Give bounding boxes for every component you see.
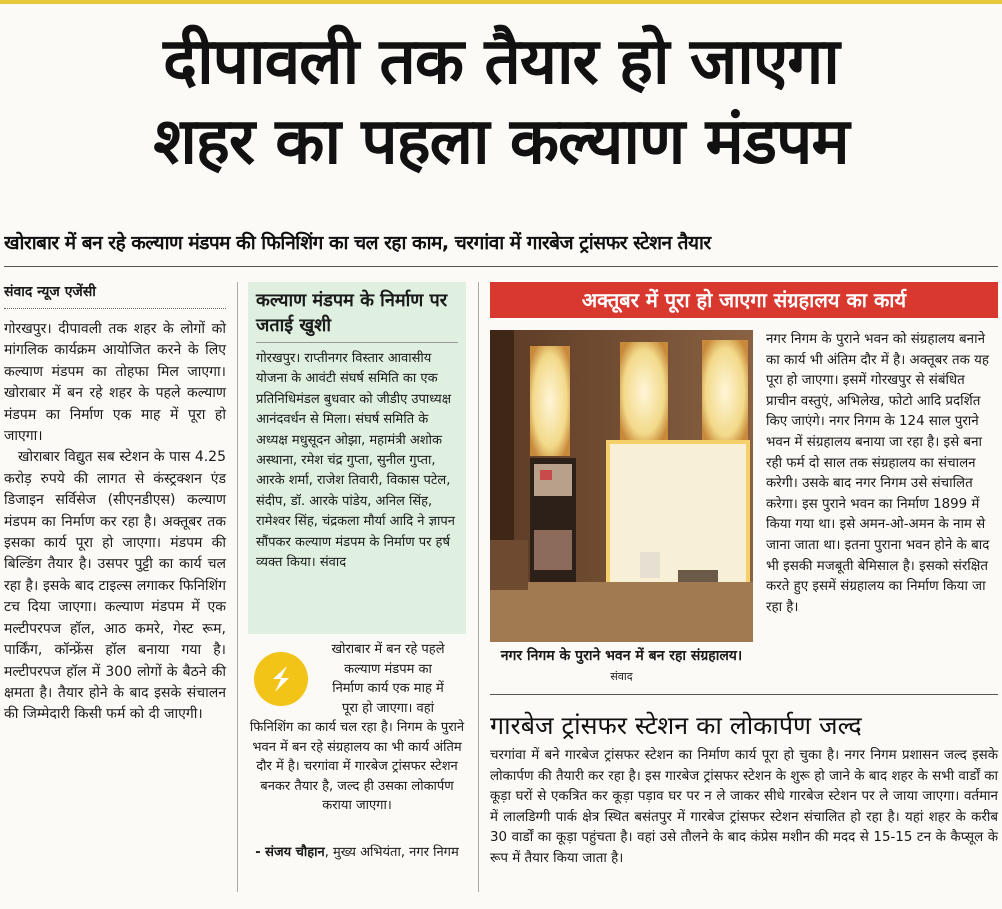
section-divider bbox=[490, 694, 998, 695]
quote-line-3: निर्माण कार्य एक माह में bbox=[332, 681, 444, 696]
museum-photo bbox=[490, 330, 753, 642]
quote-line-1: खोराबार में बन रहे पहले bbox=[331, 642, 445, 657]
quote-author bbox=[248, 844, 466, 862]
subheadline: खोराबार में बन रहे कल्याण मंडपम की फिनिशिंग का चल रहा काम, चरगांवा में गारबेज ट्रांसफर स्टेशन तैयार bbox=[4, 232, 711, 254]
quote-author-name: - संजय चौहान bbox=[255, 845, 325, 860]
headline-line-1: दीपावली तक तैयार हो जाएगा bbox=[163, 25, 839, 99]
photo-caption bbox=[490, 646, 753, 687]
sidebar-box-title: कल्याण मंडपम के निर्माण पर जताई खुशी bbox=[256, 288, 458, 343]
museum-interior-image bbox=[490, 330, 753, 642]
quote-rest: फिनिशिंग का कार्य चल रहा है। निगम के पुराने भवन में बन रहे संग्रहालय का भी कार्य अंतिम दौर में है। चरगांवा में गारबेज ट्रांसफर स्टेशन बनकर तैयार है, जल्द ही उसका लोकार्पण कराया जाएगा। bbox=[249, 720, 465, 813]
garbage-body: चरगांवा में बने गारबेज ट्रांसफर स्टेशन का निर्माण कार्य पूरा हो चुका है। नगर निगम प्रशासन जल्द इसके लोकार्पण की तैयारी कर रहा है। इस गारबेज ट्रांसफर स्टेशन के शुरू हो जाने के बाद शहर के सभी वार्डों का कूड़ा घरों से एकत्रित कर कूड़ा पड़ाव घर पर न ले जाकर सीधे गारबेज स्टेशन पर ले जाया जाएगा। वर्तमान में लालडिग्गी पार्क क्षेत्र स्थित बसंतपुर में गारबेज ट्रांसफर स्टेशन संचालित हो रहा है। यहां शहर के करीब 30 वार्डों का कूड़ा पहुंचता है। वहां उसे तौलने के बाद कंप्रेस मशीन की मदद से 15-15 टन के कैप्सूल के रूप में तैयार किया जाता है। bbox=[490, 748, 998, 866]
column-divider bbox=[478, 282, 479, 892]
quote-line-4: पूरा हो जाएगा। वहां bbox=[341, 700, 435, 716]
sidebar-box-body: गोरखपुर। राप्तीनगर विस्तार आवासीय योजना के आवंटी संघर्ष समिति का एक प्रतिनिधिमंडल बुधवार को जीडीए उपाध्यक्ष आनंदवर्धन से मिला। संघर्ष समिति के अध्यक्ष मधुसूदन ओझा, महामंत्री अशोक अस्थाना, रमेश चंद्र गुप्ता, सुनील गुप्ता, आरके शर्मा, राजेश तिवारी, विकास पटेल, संदीप, डॉ. आरके पांडेय, अनिल सिंह, रामेश्वर सिंह, चंद्रकला मौर्या आदि ने ज्ञापन सौंपकर कल्याण मंडपम के निर्माण पर हर्ष व्यक्त किया। संवाद bbox=[256, 351, 455, 571]
garbage-heading: गारबेज ट्रांसफर स्टेशन का लोकार्पण जल्द bbox=[490, 711, 862, 740]
museum-story bbox=[766, 330, 996, 618]
headline bbox=[0, 22, 1002, 182]
byline: संवाद न्यूज एजेंसी bbox=[4, 282, 226, 309]
quote-author-title: , मुख्य अभियंता, नगर निगम bbox=[324, 845, 459, 860]
museum-banner: अक्तूबर में पूरा हो जाएगा संग्रहालय का कार्य bbox=[490, 282, 998, 318]
main-story-para-1: गोरखपुर। दीपावली तक शहर के लोगों को मांगलिक कार्यक्रम आयोजित करने के लिए कल्याण मंडपम का तोहफा मिल जाएगा। खोराबार में बन रहे शहर के पहले कल्याण मंडपम का निर्माण एक माह में पूरा हो जाएगा। bbox=[4, 321, 226, 445]
column-divider bbox=[237, 282, 238, 892]
headline-line-2: शहर का पहला कल्याण मंडपम bbox=[153, 105, 849, 179]
photo-credit: संवाद bbox=[610, 670, 633, 683]
sidebar-box bbox=[248, 282, 466, 634]
photo-caption-text: नगर निगम के पुराने भवन में बन रहा संग्रहालय। bbox=[500, 648, 743, 664]
divider bbox=[4, 266, 998, 267]
main-story-para-2: खोराबार विद्युत सब स्टेशन के पास 4.25 करोड़ रुपये की लागत से कंस्ट्रक्शन एंड डिजाइन सर्विसेज (सीएनडीएस) कल्याण मंडपम का निर्माण कर रहा है। अक्तूबर तक इसका कार्य पूरा हो जाएगा। मंडपम की बिल्डिंग तैयार है। उसपर पुट्टी का कार्य चल रहा है। इसके बाद टाइल्स लगाकर फिनिशिंग टच दिया जाएगा। कल्याण मंडपम में एक मल्टीपरपज हॉल, आठ कमरे, गेस्ट रूम, पार्किंग, कॉन्फ्रेंस हॉल बनाया गया है। मल्टीपरपज हॉल में 300 लोगों के बैठने की क्षमता है। तैयार होने के बाद इसके संचालन की जिम्मेदारी किसी फर्म को दी जाएगी। bbox=[4, 449, 226, 723]
quote-line-2: कल्याण मंडपम का bbox=[344, 661, 432, 677]
quote-box bbox=[248, 640, 466, 890]
top-accent-bar bbox=[0, 0, 1002, 4]
main-story bbox=[4, 282, 226, 726]
quote-logo-icon bbox=[254, 652, 308, 706]
museum-story-body: नगर निगम के पुराने भवन को संग्रहालय बनाने का कार्य भी अंतिम दौर में है। अक्तूबर तक यह पूरा हो जाएगा। इसमें गोरखपुर से संबंधित प्राचीन वस्तुएं, अभिलेख, फोटो आदि प्रदर्शित किए जाएंगे। नगर निगम के 124 साल पुराने भवन में संग्रहालय बनाया जा रहा है। इसे बना रही फर्म दो साल तक संग्रहालय का संचालन करेगी। उसके बाद नगर निगम उसे संचालित करेगा। इस पुराने भवन का निर्माण 1899 में किया गया था। इसे अमन-ओ-अमन के नाम से जाना जाता था। इतना पुराना भवन होने के बाद भी इसकी मजबूती बेमिसाल है। इसको संरक्षित करते हुए इसमें संग्रहालय का निर्माण किया जा रहा है। bbox=[766, 332, 990, 615]
